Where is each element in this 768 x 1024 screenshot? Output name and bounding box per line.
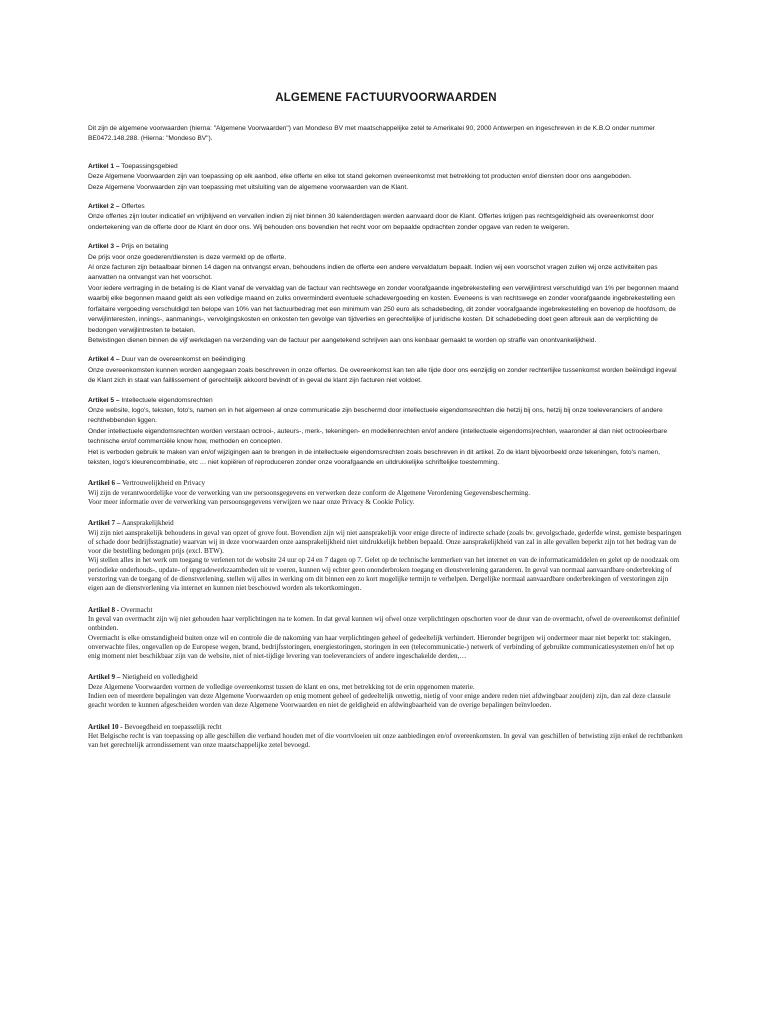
article-text: Onder intellectuele eigendomsrechten worden verstaan octrooi-, auteurs-, merk-, tekeningen- en modellenrechten en/of andere (intellectuele eigendoms)rechten, waaronder al dan niet octrooieerbare technische en/of commerciële know how, methoden en concepten. [88, 427, 668, 446]
article-1 [88, 162, 684, 193]
article-text: Onze website, logo's, teksten, foto's, namen en in het algemeen al onze communicatie zijn beschermd door intellectuele eigendomsrechten die hetzij bij ons, hetzij bij onze toeleveranciers of andere rechthebbenden liggen. [88, 406, 663, 425]
article-9 [88, 673, 684, 710]
article-text: Wij zijn de verantwoordelijke voor de verwerking van uw persoonsgegevens en verwerken deze conform de Algemene Verordening Gegevensbescherming. [88, 488, 530, 497]
article-5 [88, 396, 684, 469]
article-10 [88, 723, 684, 751]
article-heading: Artikel 3 – Prijs en betaling [88, 243, 169, 251]
article-text: Voor meer informatie over de verwerking van persoonsgegevens verwijzen we naar onze Privacy & Cookie Policy. [88, 497, 415, 506]
document-title: ALGEMENE FACTUURVOORWAARDEN [275, 92, 497, 104]
article-text: Wij stellen alles in het werk om toegang te verlenen tot de website 24 uur op 24 en 7 dagen op 7. Gelet op de technische kenmerken van het internet en van de informaticamiddelen en gelet op de noodzaak om periodieke onderhouds-, update- of upgradewerkzaamheden uit te voeren, kunnen wij echter geen ononderbroken toegang en dienstverlening garanderen. In geval van normaal aanvaardbare onderbreking of verstoring van de toegang of de dienstverlening, stellen wij alles in werking om dit binnen een zo kort mogelijke termijn te verhelpen. Dergelijke normaal aanvaardbare onderbrekingen of verstoringen zijn eigen aan de dienstverlening via internet en kunnen niet beschouwd worden als tekortkomingen. [88, 556, 680, 593]
article-text: Indien een of meerdere bepalingen van deze Algemene Voorwaarden op enig moment geheel of gedeeltelijk onwettig, nietig of voor enige andere reden niet afdwingbaar zou(den) zijn, dan zal deze clausule geacht worden te kunnen afgescheiden worden van deze Algemene Voorwaarden en niet de geldigheid en afdwingbaarheid van de overige bepalingen beïnvloeden. [88, 692, 671, 710]
article-heading: Artikel 6 – Vertrouwelijkheid en Privacy [88, 479, 206, 488]
article-heading: Artikel 2 – Offertes [88, 203, 145, 211]
article-8 [88, 606, 684, 662]
article-heading: Artikel 4 – Duur van de overeenkomst en beëindiging [88, 356, 246, 364]
article-text: Betwistingen dienen binnen de vijf werkdagen na verzending van de factuur per aangetekend schrijven aan ons kenbaar gemaakt te worden op straffe van onontvankelijkheid. [88, 336, 597, 344]
article-text: Deze Algemene Voorwaarden zijn van toepassing op elk aanbod, elke offerte en elke tot stand gekomen overeenkomst met betrekking tot producten en/of diensten door ons aangeboden. [88, 173, 632, 181]
article-2 [88, 202, 684, 233]
article-text: Het Belgische recht is van toepassing op alle geschillen die verband houden met of die voortvloeien uit onze aanbiedingen en/of overeenkomsten. In geval van geschillen of betwisting zijn enkel de rechtbanken van het gerechtelijk arrondissement van onze maatschappelijke zetel bevoegd. [88, 731, 683, 750]
article-text: Al onze facturen zijn betaalbaar binnen 14 dagen na ontvangst ervan, behoudens indien de offerte een andere vervaldatum bepaalt. Indien wij een voorschot vragen zullen wij onze activiteiten pas aanvatten na ontvangst van het voorschot. [88, 264, 658, 282]
article-heading: Artikel 10 - Bevoegdheid en toepasselijk recht [88, 722, 222, 731]
article-heading: Artikel 1 – Toepassingsgebied [88, 162, 178, 170]
article-heading: Artikel 7 – Aansprakelijkheid [88, 519, 174, 528]
article-heading: Artikel 9 – Nietigheid en volledigheid [88, 673, 198, 682]
article-text: De prijs voor onze goederen/diensten is deze vermeld op de offerte. [88, 253, 287, 261]
article-text: Onze overeenkomsten kunnen worden aangegaan zoals beschreven in onze offertes. De overeenkomst kan ten alle tijde door ons eenzijdig en zonder rechterlijke tussenkomst worden beëindigd ingeval de Klant zich in staat van faillissement of gerechtelijk akkoord bevindt of in geval de klant zijn facturen niet voldoet. [88, 366, 677, 385]
article-text: Onze offertes zijn louter indicatief en vrijblijvend en vervallen indien zij niet binnen 30 kalenderdagen werden aanvaard door de Klant. Offertes krijgen pas rechtsgeldigheid als overeenkomst door ondertekening van de offerte door de Klant én door ons. Wij behouden ons bovendien het recht voor om bepaalde opdrachten zonder opgave van reden te weigeren. [88, 213, 654, 231]
article-text: In geval van overmacht zijn wij niet gehouden haar verplichtingen na te komen. In dat geval kunnen wij ofwel onze verplichtingen opschorten voor de duur van de overmacht, ofwel de overeenkomst definitief ontbinden. [88, 614, 680, 633]
article-7 [88, 519, 684, 593]
article-text: Voor iedere vertraging in de betaling is de Klant vanaf de vervaldag van de factuur van rechtswege en zonder voorafgaande ingebrekestelling een verwijlintrest verschuldigd van 1% per begonnen maand waarbij elke begonnen maand geldt als een volledige maand en zulks onverminderd eventuele schadevergoeding en kosten. Eveneens is van rechtswege en zonder voorafgaande ingebrekestelling een forfaitaire vergoeding verschuldigd ten belope van 10% van het factuurbedrag met een minimum van 250 euro als schadebeding, dit zonder voorafgaande ingebrekestelling en bovenop de hoofdsom, de verwijlinteresten, innings-, aanmanings-, vervolgingskosten en onkosten ten gevolge van tijdverlies en gerechtelijke of juridische kosten. Dit schadebeding doet geen afbreuk aan de verplichting de bedongen verwijlintresten te betalen. [88, 284, 679, 334]
article-text: Deze Algemene Voorwaarden vormen de volledige overeenkomst tussen de klant en ons, met betrekking tot de erin opgenomen materie. [88, 682, 475, 691]
article-text: Overmacht is elke omstandigheid buiten onze wil en controle die de nakoming van haar verplichtingen geheel of gedeeltelijk verhindert. Hieronder begrijpen wij ondermeer maar niet beperkt tot: stakingen, onverwachte files, ongevallen op de Europese wegen, brand, bedrijfsstoringen, energiestoringen, storingen in een (telecommunicatie-) netwerk of verbinding of gebruikte communicatiesystemen en/of het op enig moment niet beschikbaar zijn van de website, niet of niet-tijdige levering van toeleveranciers of andere ingeschakelde derden,… [88, 633, 674, 661]
article-3 [88, 242, 684, 346]
article-4 [88, 355, 684, 386]
article-text: Het is verboden gebruik te maken van en/of wijzigingen aan te brengen in de intellectuele eigendomsrechten zoals beschreven in dit artikel. Zo de klant bijvoorbeeld onze tekeningen, foto's namen, teksten, logo's kleurencombinatie, etc … niet kopiëren of reproduceren zonder onze voorafgaande en uitdrukkelijke schriftelijke toestemming. [88, 448, 660, 466]
article-heading: Artikel 5 – Intellectuele eigendomsrechten [88, 396, 213, 404]
article-text: Wij zijn niet aansprakelijk behoudens in geval van opzet of grove fout. Bovendien zijn wij niet aansprakelijk voor enige directe of indirecte schade (zoals bv. gevolgschade, gederfde winst, gemiste besparingen of schade door bedrijfsstagnatie) waarvan wij in deze voorwaarden onze aansprakelijkheid niet uitdrukkelijk hebben bepaald. Onze aansprakelijkheid van zal in alle gevallen beperkt zijn tot het bedrag van de voor die bestelling bedongen prijs (excl. BTW). [88, 528, 682, 556]
article-text: Deze Algemene Voorwaarden zijn van toepassing met uitsluiting van de algemene voorwaarden van de Klant. [88, 183, 408, 191]
article-heading: Artikel 8 - Overmacht [88, 605, 153, 614]
intro-paragraph: Dit zijn de algemene voorwaarden (hierna: "Algemene Voorwaarden") van Mondeso BV met maatschappelijke zetel te Amerikalei 90, 2000 Antwerpen en ingeschreven in de K.B.O onder nummer BE0472.148.288. (Hierna: "Mondeso BV"). [88, 125, 655, 143]
article-6 [88, 479, 684, 507]
